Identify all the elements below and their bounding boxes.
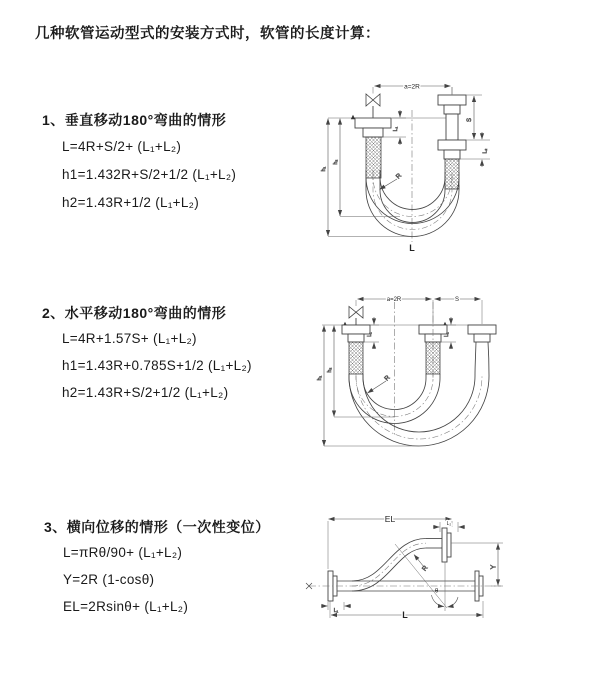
upper-flange-assembly <box>426 528 451 562</box>
dim-label-h2: h₂ <box>333 159 339 165</box>
section-2-heading: 2、水平移动180°弯曲的情形 <box>42 305 227 321</box>
dim-s <box>435 297 483 324</box>
dim-label-l1: L₁ <box>393 126 400 132</box>
dim-label-l2: L₂ <box>446 521 452 527</box>
radius-leader <box>414 555 430 573</box>
section-1-formula-h1: h1=1.432R+S/2+1/2 (L₁+L₂) <box>62 167 237 182</box>
section-2-formula-h1: h1=1.43R+0.785S+1/2 (L₁+L₂) <box>62 358 252 373</box>
dim-label-h2: h₂ <box>327 367 333 373</box>
left-pipe-assembly <box>355 118 391 178</box>
flange <box>438 95 466 105</box>
left-pipe-assembly <box>342 325 370 374</box>
dim-label-r: R <box>394 172 404 181</box>
section-2-formula-h2: h2=1.43R+S/2+1/2 (L₁+L₂) <box>62 385 229 400</box>
flange-neck <box>474 334 490 342</box>
dim-label-l1: L₁ <box>333 608 339 614</box>
flange <box>438 140 466 150</box>
valve-icon <box>366 94 380 118</box>
u-bend-hoses <box>349 374 489 446</box>
dim-label-theta: θ <box>434 588 439 595</box>
radius-leader <box>380 172 404 189</box>
flange-neck <box>444 105 460 114</box>
up-arrow-mark <box>351 115 355 120</box>
flange <box>442 528 447 562</box>
dim-l2 <box>433 521 465 532</box>
dim-label-a2r: a=2R <box>404 83 420 91</box>
u-bend-hoses <box>366 170 459 237</box>
flange-neck <box>447 533 451 557</box>
page-title: 几种软管运动型式的安装方式时，软管的长度计算： <box>35 26 380 42</box>
section-1-formula-L: L=4R+S/2+ (L₁+L₂) <box>62 139 182 154</box>
flange-neck <box>444 150 460 159</box>
s-curve-hose <box>352 539 426 592</box>
dim-label-r: R <box>383 374 392 383</box>
diagram-horizontal-180-bend <box>300 283 600 463</box>
section-3-formula-Y: Y=2R (1-cosθ) <box>63 572 155 587</box>
section-3-heading: 3、横向位移的情形（一次性变位） <box>44 519 270 535</box>
radius-leader <box>368 374 392 393</box>
dim-label-y: Y <box>490 564 498 570</box>
flange-neck <box>363 128 383 137</box>
dim-h1 <box>317 326 419 446</box>
dim-label-a2r: a=2R <box>386 297 402 304</box>
dim-l1 <box>321 602 351 614</box>
valve-icon <box>349 307 363 326</box>
pipe-segment <box>446 114 458 140</box>
hose-braid <box>349 342 363 374</box>
dim-l <box>330 601 483 620</box>
dim-label-el: EL <box>384 513 396 524</box>
section-2-formula-L: L=4R+1.57S+ (L₁+L₂) <box>62 331 197 346</box>
hose-braid <box>366 137 381 178</box>
dim-label-l2: L₂ <box>444 332 450 337</box>
section-1-formula-h2: h2=1.43R+1/2 (L₁+L₂) <box>62 195 200 210</box>
dim-label-h1: h₁ <box>321 166 327 172</box>
dim-label-l: L <box>402 610 408 620</box>
dim-a-2r <box>373 83 452 94</box>
dim-l2 <box>482 132 489 167</box>
section-1-heading: 1、垂直移动180°弯曲的情形 <box>42 112 227 128</box>
diagram-vertical-180-bend <box>300 70 580 265</box>
dim-label-r: R <box>421 564 430 573</box>
dim-el <box>328 514 452 569</box>
flange <box>342 325 370 334</box>
section-3-formula-EL: EL=2Rsinθ+ (L₁+L₂) <box>63 599 189 614</box>
flange-neck <box>348 334 364 342</box>
flange <box>468 325 496 334</box>
dim-label-l1: L₁ <box>367 332 373 337</box>
dim-label-s: S <box>467 117 473 123</box>
diagram-lateral-displacement <box>295 505 595 650</box>
right-pipe-assembly <box>468 325 496 375</box>
section-3-formula-L: L=πRθ/90+ (L₁+L₂) <box>63 545 183 560</box>
dim-label-h1: h₁ <box>317 375 323 381</box>
dim-label-l: L <box>409 243 415 253</box>
dim-label-s: S <box>454 297 460 304</box>
dim-label-l2: L₂ <box>482 148 489 154</box>
flange <box>355 118 391 128</box>
